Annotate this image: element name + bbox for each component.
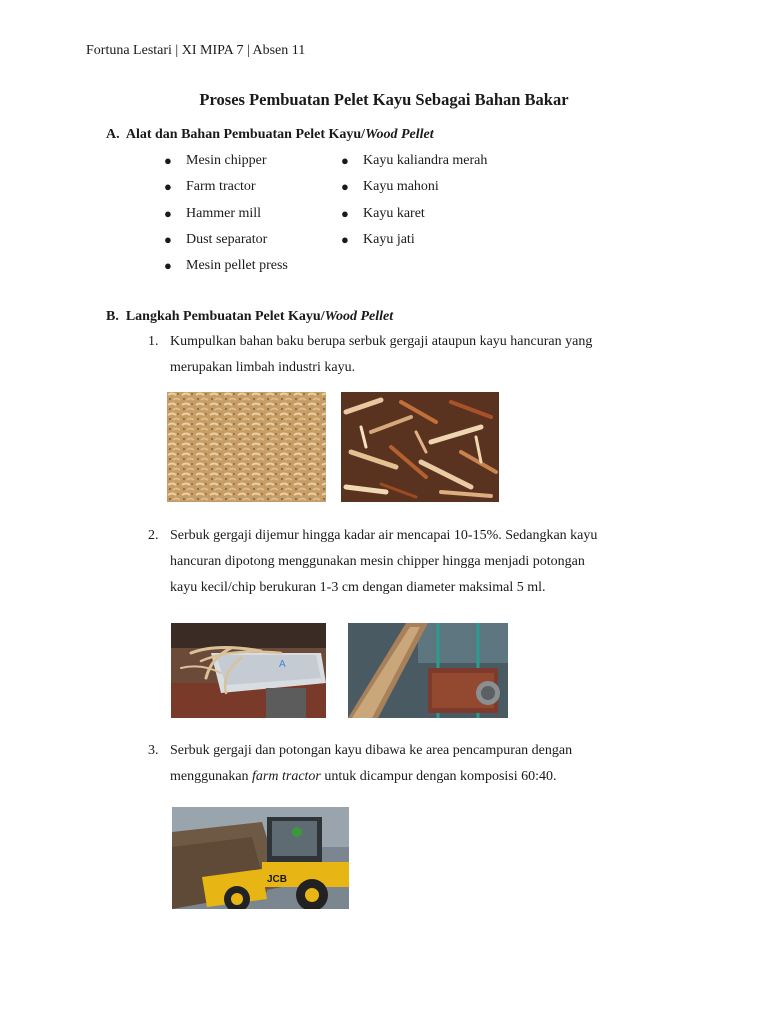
tools-list [164,153,288,284]
list-item-text: Kayu karet [363,205,425,221]
step-3 [148,743,628,795]
step-text-line [170,769,628,795]
step-text-line: kayu kecil/chip berukuran 1-3 cm dengan diameter maksimal 5 ml. [170,580,546,595]
list-item [341,232,487,258]
step-number: 1. [148,334,159,349]
conveyor-photo [348,623,508,718]
bullet-icon: ● [341,153,349,168]
step-1 [148,334,628,386]
list-item-text: Mesin chipper [186,153,267,168]
page-title: Proses Pembuatan Pelet Kayu Sebagai Bahan Bakar [199,90,569,109]
list-item-text: Kayu jati [363,231,415,247]
section-a-label: A. [106,127,120,142]
wood-chips-photo [341,392,499,502]
bullet-icon: ● [164,179,172,195]
sawdust-photo [167,392,326,502]
section-a-heading [106,127,434,143]
step-2 [148,528,628,606]
section-b-label: B. [106,309,119,324]
section-b-heading [106,309,393,325]
section-b-title-italic: Wood Pellet [324,309,394,324]
page-header: Fortuna Lestari | XI MIPA 7 | Absen 11 [86,43,306,58]
section-a-title: Alat dan Bahan Pembuatan Pelet Kayu/ [125,127,366,142]
tractor-brand: JCB [267,874,288,885]
bullet-icon: ● [164,258,172,274]
materials-list [341,153,487,258]
list-item [341,206,487,232]
bullet-icon: ● [341,179,349,195]
step-text-line: Serbuk gergaji dan potongan kayu dibawa ke area pencampuran dengan [170,743,573,758]
list-item-text: Kayu kaliandra merah [363,153,488,168]
step-text-part: menggunakan [170,769,253,784]
step-number: 2. [148,528,159,543]
machine-label: A [279,659,286,670]
list-item [164,258,288,284]
step-text-part: untuk dicampur dengan komposisi 60:40. [320,769,557,784]
bullet-icon: ● [341,205,349,221]
step-number: 3. [148,743,159,758]
bullet-icon: ● [164,231,172,247]
section-a-title-italic: Wood Pellet [365,127,434,142]
bullet-icon: ● [164,153,172,168]
step-text-line: Kumpulkan bahan baku berupa serbuk gergaji ataupun kayu hancuran yang [170,334,593,349]
list-item-text: Farm tractor [186,179,256,195]
list-item-text: Mesin pellet press [186,258,288,274]
list-item-text: Kayu mahoni [363,179,439,195]
farm-tractor-photo [172,807,349,909]
bullet-icon: ● [341,231,349,247]
step-text-line: merupakan limbah industri kayu. [170,360,356,375]
list-item-text: Dust separator [186,231,268,247]
list-item [341,179,487,205]
list-item-text: Hammer mill [186,205,262,221]
step-text-line: hancuran dipotong menggunakan mesin chipper hingga menjadi potongan [170,554,585,569]
list-item [341,153,487,179]
section-b-title: Langkah Pembuatan Pelet Kayu/ [125,309,325,324]
step-text-italic: farm tractor [252,769,321,784]
chipper-machine-photo [171,623,326,718]
list-item [164,206,288,232]
bullet-icon: ● [164,205,172,221]
step-text-line: Serbuk gergaji dijemur hingga kadar air mencapai 10-15%. Sedangkan kayu [170,528,598,543]
list-item [164,232,288,258]
list-item [164,179,288,205]
list-item [164,153,288,179]
